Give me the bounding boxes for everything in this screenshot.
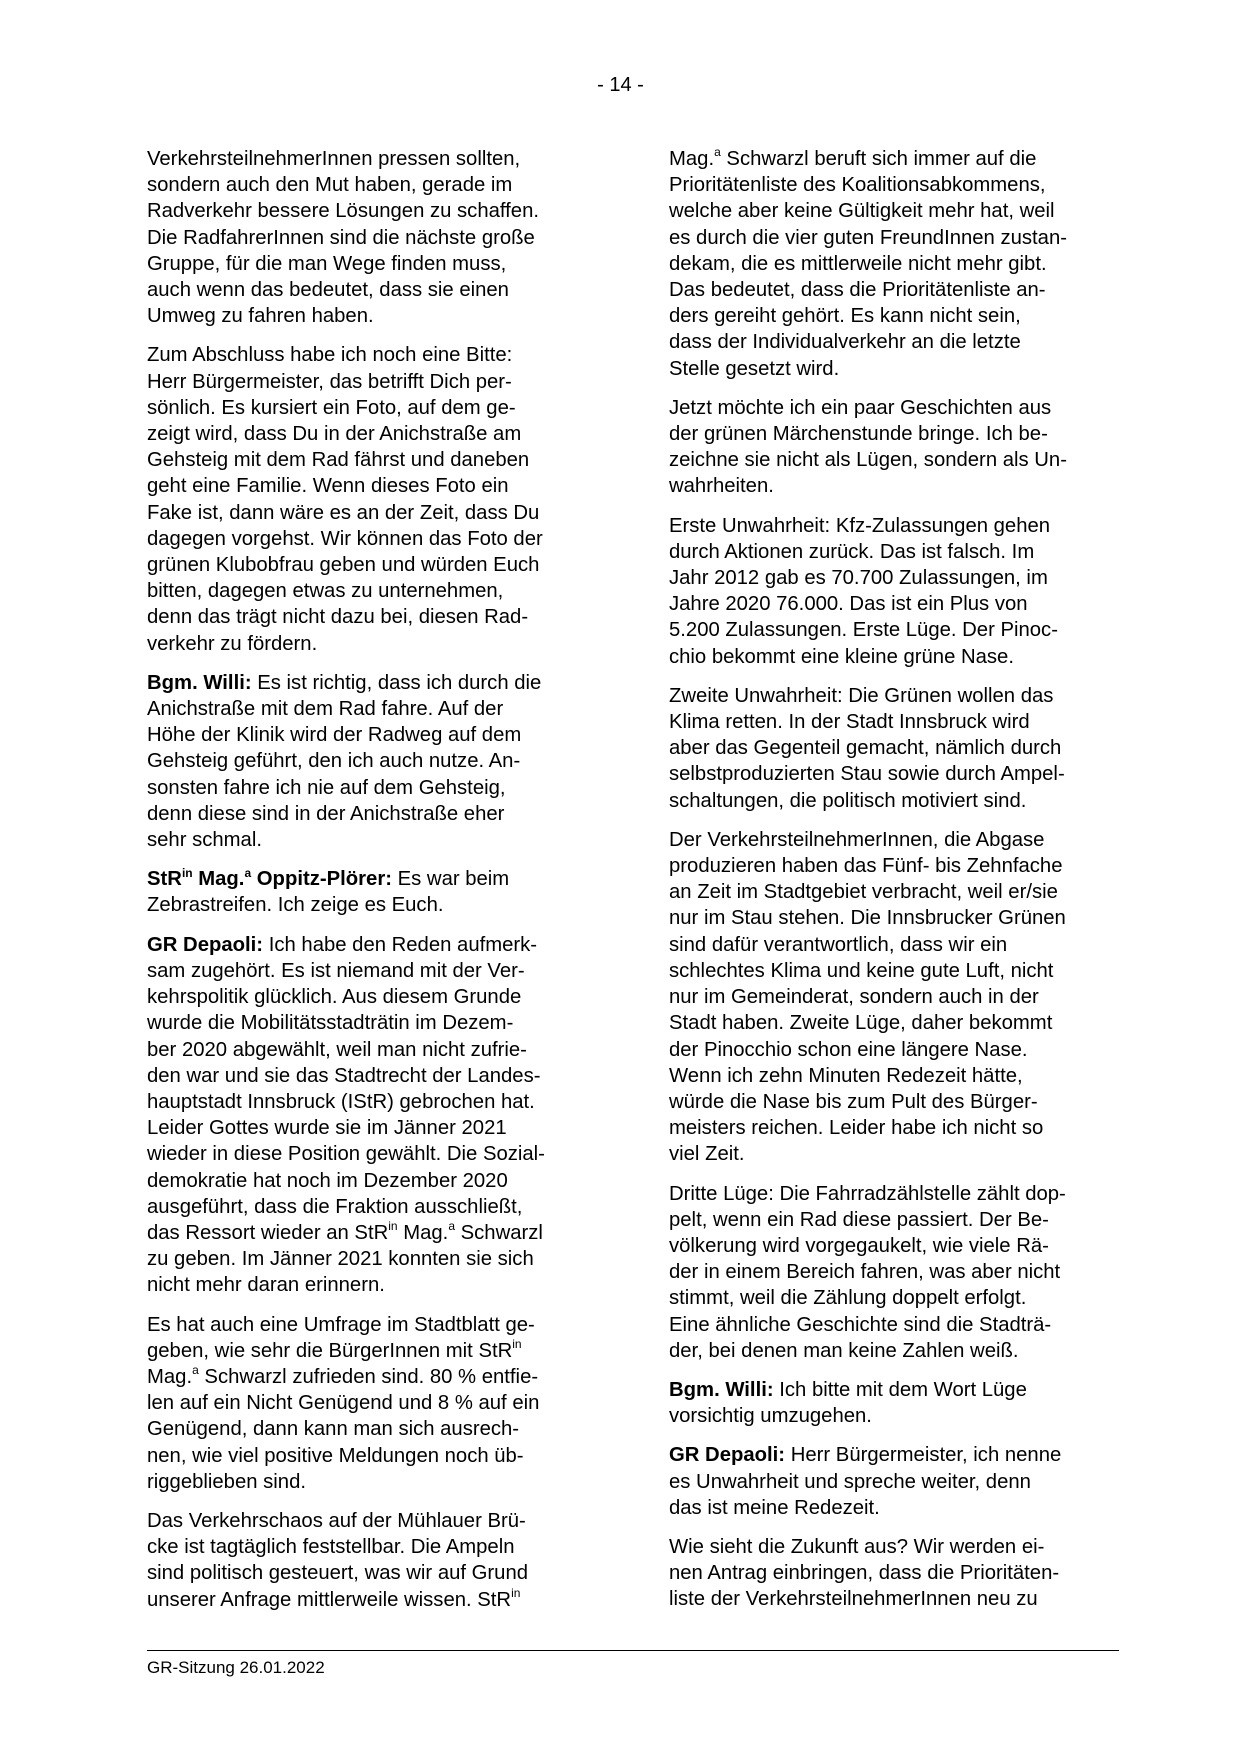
text-line: es durch die vier guten FreundInnen zustan- <box>669 226 1067 249</box>
text-line: Jetzt möchte ich ein paar Geschichten aus <box>669 396 1052 419</box>
text-line: pelt, wenn ein Rad diese passiert. Der Be- <box>669 1208 1049 1231</box>
text-line: bitten, dagegen etwas zu unternehmen, <box>147 580 504 603</box>
text-line: Erste Unwahrheit: Kfz-Zulassungen gehen <box>669 514 1051 537</box>
text-line: sind politisch gesteuert, was wir auf Grund <box>147 1562 529 1585</box>
text-line: Die RadfahrerInnen sind die nächste große <box>147 226 535 249</box>
text-line: Anichstraße mit dem Rad fahre. Auf der <box>147 698 504 721</box>
text-line: Zweite Unwahrheit: Die Grünen wollen das <box>669 684 1054 707</box>
text-line: an Zeit im Stadtgebiet verbracht, weil er/sie <box>669 881 1058 904</box>
text-line: vorsichtig umzugehen. <box>669 1405 872 1428</box>
text-line: sehr schmal. <box>147 829 262 852</box>
text-line: der grünen Märchenstunde bringe. Ich be- <box>669 423 1048 446</box>
text-line: Eine ähnliche Geschichte sind die Stadträ- <box>669 1313 1052 1336</box>
text-line: viel Zeit. <box>669 1143 745 1166</box>
footer-session-date: GR-Sitzung 26.01.2022 <box>147 1658 325 1677</box>
text-line: sondern auch den Mut haben, gerade im <box>147 174 513 197</box>
text-line: nen Antrag einbringen, dass die Prioritäten- <box>669 1562 1060 1585</box>
text-line: Jahre 2020 76.000. Das ist ein Plus von <box>669 593 1028 616</box>
text-line: ber 2020 abgewählt, weil man nicht zufrie- <box>147 1038 527 1061</box>
text-line: stimmt, weil die Zählung doppelt erfolgt. <box>669 1287 1027 1310</box>
text-line: hauptstadt Innsbruck (IStR) gebrochen hat. <box>147 1090 535 1113</box>
paragraph <box>669 513 1115 670</box>
paragraph <box>669 146 1115 382</box>
superscript: a <box>448 1219 455 1234</box>
text-line: geht eine Familie. Wenn dieses Foto ein <box>147 475 509 498</box>
text-line: Das Verkehrschaos auf der Mühlauer Brü- <box>147 1509 526 1532</box>
text-line: Gehsteig geführt, den ich auch nutze. An- <box>147 750 521 773</box>
text-line: das ist meine Redezeit. <box>669 1496 880 1519</box>
paragraph <box>669 395 1115 500</box>
text-line: verkehr zu fördern. <box>147 632 318 655</box>
text-line: ders gereiht gehört. Es kann nicht sein, <box>669 305 1021 328</box>
speaker-paragraph <box>669 1377 1115 1429</box>
text-line: schlechtes Klima und keine gute Luft, nicht <box>669 959 1054 982</box>
text-line: aber das Gegenteil gemacht, nämlich durch <box>669 737 1062 760</box>
text-line: meisters reichen. Leider habe ich nicht so <box>669 1117 1044 1140</box>
text-line: dagegen vorgehst. Wir können das Foto der <box>147 527 543 550</box>
text-line: nur im Gemeinderat, sondern auch in der <box>669 986 1039 1009</box>
text-line: riggeblieben sind. <box>147 1470 306 1493</box>
text-line: Zebrastreifen. Ich zeige es Euch. <box>147 894 444 917</box>
text-line: nen, wie viel positive Meldungen noch üb- <box>147 1444 524 1467</box>
text-line: sönlich. Es kursiert ein Foto, auf dem ge- <box>147 396 516 419</box>
text-line: Prioritätenliste des Koalitionsabkommens, <box>669 174 1046 197</box>
text-line: kehrspolitik glücklich. Aus diesem Grunde <box>147 986 522 1009</box>
text-line: Klima retten. In der Stadt Innsbruck wird <box>669 711 1030 734</box>
text-line: unserer Anfrage mittlerweile wissen. StR$^{in}$ <box>147 1585 521 1611</box>
text-line: Genügend, dann kann man sich ausrech- <box>147 1418 520 1441</box>
speaker-name: GR Depaoli: <box>669 1444 786 1467</box>
text-line: würde die Nase bis zum Pult des Bürger- <box>669 1090 1038 1113</box>
paragraph <box>147 146 593 329</box>
paragraph <box>147 342 593 656</box>
paragraph <box>669 1534 1115 1613</box>
text-line: der, bei denen man keine Zahlen weiß. <box>669 1339 1019 1362</box>
text-line: dekam, die es mittlerweile nicht mehr gibt. <box>669 252 1047 275</box>
speaker-paragraph <box>147 932 593 1299</box>
text-line: produzieren haben das Fünf- bis Zehnfache <box>669 855 1063 878</box>
text-line: Es hat auch eine Umfrage im Stadtblatt ge- <box>147 1313 535 1336</box>
text-line: es Unwahrheit und spreche weiter, denn <box>669 1470 1031 1493</box>
text-line: ausgeführt, dass die Fraktion ausschließt, <box>147 1195 523 1218</box>
paragraph <box>147 1312 593 1495</box>
footer-divider <box>147 1650 1119 1651</box>
text-line: der Pinocchio schon eine längere Nase. <box>669 1038 1028 1061</box>
speaker-name: Bgm. Willi: <box>147 671 252 694</box>
text-line: StR$^{in}$ Mag.$^a$ Oppitz-Plörer: Es war beim <box>147 865 510 891</box>
text-line: demokratie hat noch im Dezember 2020 <box>147 1169 508 1192</box>
text-line: sonsten fahre ich nie auf dem Gehsteig, <box>147 776 506 799</box>
paragraph <box>669 827 1115 1168</box>
text-line: der in einem Bereich fahren, was aber nicht <box>669 1261 1061 1284</box>
speaker-paragraph <box>147 866 593 918</box>
left-column <box>147 146 593 1626</box>
superscript: in <box>388 1219 398 1234</box>
text-line: sind dafür verantwortlich, dass wir ein <box>669 933 1008 956</box>
text-line: VerkehrsteilnehmerInnen pressen sollten, <box>147 148 521 170</box>
text-line: völkerung wird vorgegaukelt, wie viele Rä- <box>669 1234 1049 1257</box>
text-line: sam zugehört. Es ist niemand mit der Ver- <box>147 959 525 982</box>
paragraph <box>147 1508 593 1613</box>
text-line: Fake ist, dann wäre es an der Zeit, dass Du <box>147 501 540 524</box>
text-line: Herr Bürgermeister, das betrifft Dich per- <box>147 370 512 393</box>
speaker-paragraph <box>669 1442 1115 1521</box>
speaker-name: StR$^{in}$ Mag.$^a$ Oppitz-Plörer: <box>147 865 392 891</box>
text-line: Stelle gesetzt wird. <box>669 357 840 380</box>
text-line: Mag.$^a$ Schwarzl zufrieden sind. 80 % entfie- <box>147 1363 539 1388</box>
text-line: zu geben. Im Jänner 2021 konnten sie sich <box>147 1248 534 1271</box>
text-line: Der VerkehrsteilnehmerInnen, die Abgase <box>669 828 1045 851</box>
text-line: dass der Individualverkehr an die letzte <box>669 331 1021 354</box>
text-line: Radverkehr bessere Lösungen zu schaffen. <box>147 200 539 223</box>
text-line: Dritte Lüge: Die Fahrradzählstelle zählt dop- <box>669 1182 1066 1205</box>
text-line: denn das trägt nicht dazu bei, diesen Rad- <box>147 606 529 629</box>
paragraph <box>669 1181 1115 1364</box>
superscript: a <box>714 145 721 160</box>
text-line: len auf ein Nicht Genügend und 8 % auf ein <box>147 1392 540 1415</box>
text-line: Bgm. Willi: Ich bitte mit dem Wort Lüge <box>669 1378 1027 1401</box>
text-line: Leider Gottes wurde sie im Jänner 2021 <box>147 1117 507 1140</box>
text-line: selbstproduzierten Stau sowie durch Ampel- <box>669 763 1065 786</box>
text-line: Zum Abschluss habe ich noch eine Bitte: <box>147 344 513 367</box>
text-line: nicht mehr daran erinnern. <box>147 1274 385 1297</box>
text-line: Das bedeutet, dass die Prioritätenliste an- <box>669 279 1046 302</box>
superscript: in <box>511 1585 521 1600</box>
text-line: Gruppe, für die man Wege finden muss, <box>147 252 507 275</box>
text-line: Bgm. Willi: Es ist richtig, dass ich durch die <box>147 671 542 694</box>
text-line: Höhe der Klinik wird der Radweg auf dem <box>147 724 522 747</box>
superscript: in <box>512 1336 522 1351</box>
text-line: 5.200 Zulassungen. Erste Lüge. Der Pinoc- <box>669 619 1058 642</box>
text-line: welche aber keine Gültigkeit mehr hat, weil <box>669 200 1055 223</box>
page-number: - 14 - <box>597 74 644 96</box>
speaker-name: Bgm. Willi: <box>669 1378 774 1401</box>
text-line: geben, wie sehr die BürgerInnen mit StR$^{in}$ <box>147 1336 522 1362</box>
paragraph <box>669 683 1115 814</box>
superscript: a <box>192 1363 199 1378</box>
text-line: denn diese sind in der Anichstraße eher <box>147 802 505 825</box>
text-line: das Ressort wieder an StR$^{in}$ Mag.$^a$ Schwarzl <box>147 1219 543 1244</box>
text-line: Jahr 2012 gab es 70.700 Zulassungen, im <box>669 567 1048 590</box>
text-line: liste der VerkehrsteilnehmerInnen neu zu <box>669 1588 1038 1611</box>
text-line: Stadt haben. Zweite Lüge, daher bekommt <box>669 1012 1053 1035</box>
speaker-name: GR Depaoli: <box>147 933 264 956</box>
text-line: chio bekommt eine kleine grüne Nase. <box>669 645 1014 668</box>
text-line: GR Depaoli: Herr Bürgermeister, ich nenne <box>669 1444 1062 1467</box>
text-line: wahrheiten. <box>669 475 774 498</box>
superscript: in <box>181 865 193 880</box>
right-column <box>669 146 1115 1626</box>
text-line: wieder in diese Position gewählt. Die Sozial- <box>147 1143 545 1166</box>
text-line: durch Aktionen zurück. Das ist falsch. Im <box>669 540 1035 563</box>
text-line: den war und sie das Stadtrecht der Landes- <box>147 1064 541 1087</box>
text-line: nur im Stau stehen. Die Innsbrucker Grünen <box>669 907 1066 930</box>
text-line: grünen Klubobfrau geben und würden Euch <box>147 554 540 577</box>
text-line: auch wenn das bedeutet, dass sie einen <box>147 279 509 302</box>
text-line: zeigt wird, dass Du in der Anichstraße am <box>147 423 522 446</box>
superscript: a <box>244 865 252 880</box>
text-line: Mag.$^a$ Schwarzl beruft sich immer auf die <box>669 145 1037 170</box>
text-line: cke ist tagtäglich feststellbar. Die Ampeln <box>147 1536 515 1559</box>
text-line: Wenn ich zehn Minuten Redezeit hätte, <box>669 1064 1023 1087</box>
text-line: Wie sieht die Zukunft aus? Wir werden ei- <box>669 1535 1045 1558</box>
speaker-paragraph <box>147 670 593 853</box>
text-line: zeichne sie nicht als Lügen, sondern als Un- <box>669 449 1067 472</box>
text-line: GR Depaoli: Ich habe den Reden aufmerk- <box>147 933 538 956</box>
text-line: Umweg zu fahren haben. <box>147 305 374 328</box>
text-line: Gehsteig mit dem Rad fährst und daneben <box>147 449 530 472</box>
text-line: wurde die Mobilitätsstadträtin im Dezem- <box>147 1012 514 1035</box>
text-line: schaltungen, die politisch motiviert sind. <box>669 789 1027 812</box>
